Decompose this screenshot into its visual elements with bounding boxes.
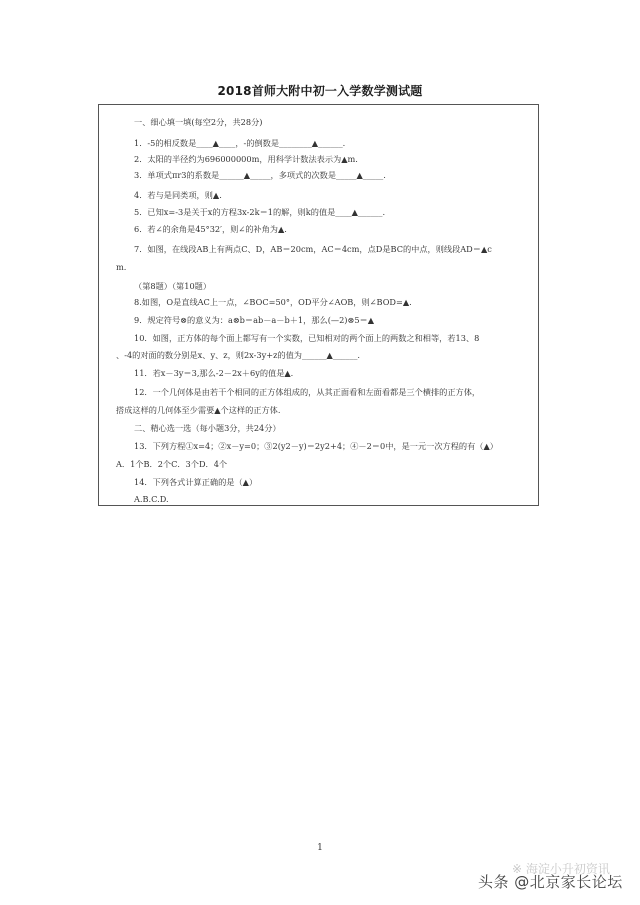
question-1: 1．-5的相反数是____▲____，-的倒数是________▲______. (134, 138, 346, 148)
question-12-continued: 搭成这样的几何体至少需要▲个这样的正方体. (116, 405, 281, 415)
section-2-heading: 二、精心选一选（每小题3分，共24分） (134, 423, 281, 433)
page-number: 1 (317, 843, 323, 853)
question-10-continued: 、-4的对面的数分别是x、y、z，则2x-3y+z的值为______▲______. (116, 350, 361, 360)
question-13: 13．下列方程①x=4；②x－y=0；③2(y2－y)＝2y2+4；④－2＝0中，是一元一次方程的有（▲） (134, 441, 498, 451)
source-watermark: 头条 @北京家长论坛 (478, 873, 623, 891)
document-title: 2018首师大附中初一入学数学测试题 (217, 84, 423, 98)
question-9: 9．规定符号⊗的意义为：a⊗b＝ab－a－b＋1，那么(—2)⊗5＝▲ (134, 315, 375, 325)
question-14: 14．下列各式计算正确的是（▲） (134, 477, 258, 487)
figure-caption: （第8题）（第10题） (134, 281, 212, 291)
question-4: 4．若与是同类项，则▲. (134, 190, 222, 200)
question-8: 8.如图，O是直线AC上一点，∠BOC=50°，OD平分∠AOB，则∠BOD=▲. (134, 297, 412, 307)
question-11: 11．若x－3y＝3,那么-2－2x＋6y的值是▲. (134, 368, 294, 378)
question-7-continued: m. (116, 262, 127, 272)
question-3: 3．单项式πr3的系数是______▲_____，多项式的次数是_____▲_____. (134, 170, 386, 180)
question-13-options: A．1个B．2个C．3个D．4个 (116, 459, 228, 469)
question-2: 2．太阳的半径约为696000000m，用科学计数法表示为▲m. (134, 154, 358, 164)
question-10: 10．如图，正方体的每个面上都写有一个实数，已知相对的两个面上的两数之和相等，若13、8 (134, 333, 480, 343)
question-7: 7．如图，在线段AB上有两点C、D，AB＝20cm，AC＝4cm，点D是BC的中点，则线段AD＝▲c (134, 244, 492, 254)
question-5: 5．已知x=-3是关于x的方程3x-2k＝1的解，则k的值是____▲______. (134, 207, 386, 217)
faint-watermark: ※ 海淀小升初资讯 (512, 862, 610, 876)
question-14-options: A.B.C.D. (134, 494, 169, 504)
section-1-heading: 一、细心填一填(每空2分，共28分) (134, 117, 263, 127)
question-6: 6．若∠的余角是45°32′，则∠的补角为▲. (134, 224, 287, 234)
question-12: 12．一个几何体是由若干个相同的正方体组成的，从其正面看和左面看都是三个横排的正方体， (134, 387, 481, 397)
